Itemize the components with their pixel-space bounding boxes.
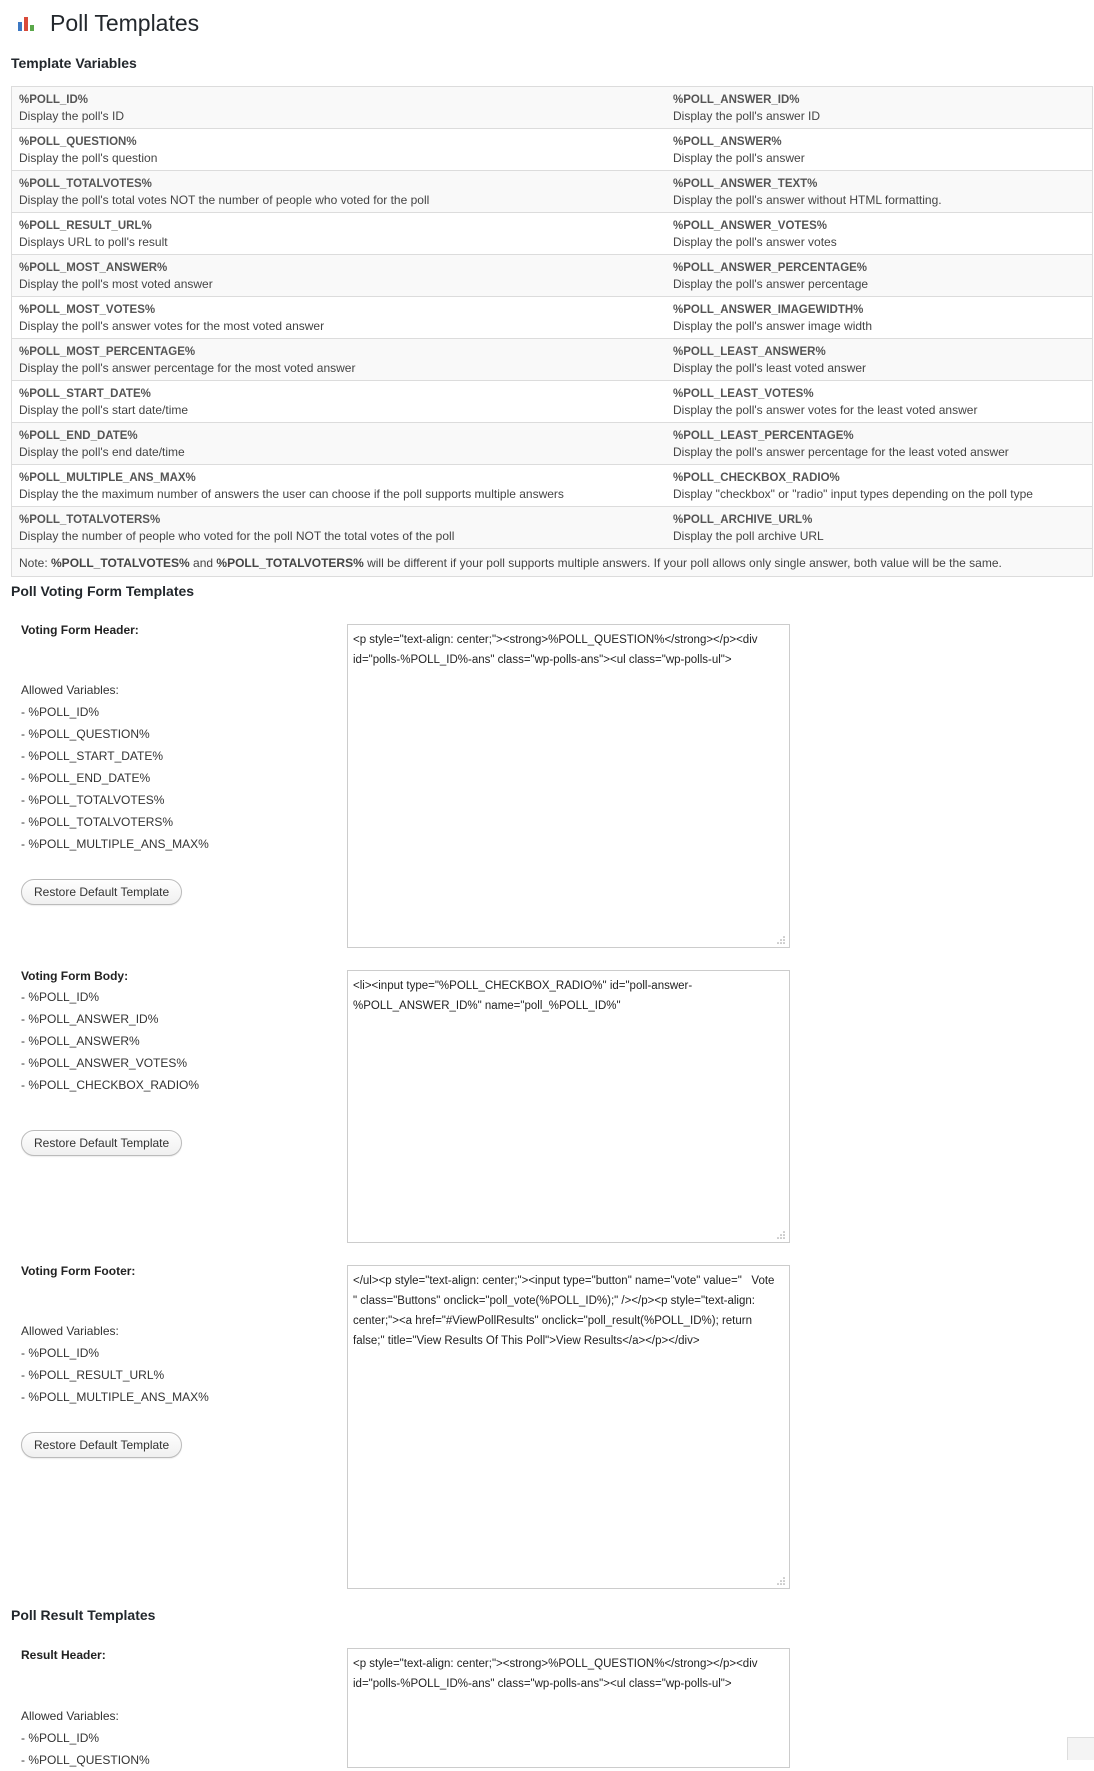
variable-description: Display the number of people who voted for the poll NOT the total votes of the poll [19, 529, 455, 543]
voting-footer-textarea[interactable] [347, 1265, 790, 1589]
variable-cell [12, 297, 667, 339]
variable-cell [666, 213, 1093, 255]
variable-cell [12, 171, 667, 213]
variable-description: Display the poll's answer [673, 151, 805, 165]
variable-cell [666, 255, 1093, 297]
allowed-variable: - %POLL_START_DATE% [21, 749, 164, 763]
variable-cell [12, 423, 667, 465]
variable-cell [12, 213, 667, 255]
voting-footer-template-text: </ul><p style="text-align: center;"><input type="button" name="vote" value=" Vote " class="Buttons" onclick="poll_vote(%POLL_ID%);" /></p><p style="text-align: center;"><a href="#ViewPollResults" onclick="poll_result(%POLL_ID%); return false;" title="View Results Of This Poll">View Results</a></p></div> [353, 1275, 785, 1347]
variable-row [12, 297, 1093, 339]
allowed-variable: - %POLL_ID% [21, 1346, 100, 1360]
restore-default-voting-body-button[interactable]: Restore Default Template [21, 1130, 182, 1156]
variable-description: Display the poll's least voted answer [673, 361, 867, 375]
variable-name: %POLL_MULTIPLE_ANS_MAX% [19, 472, 196, 484]
variable-name: %POLL_RESULT_URL% [19, 220, 152, 232]
restore-default-voting-header-button[interactable]: Restore Default Template [21, 879, 182, 905]
page-header [18, 8, 199, 38]
variable-row [12, 465, 1093, 507]
variable-row [12, 423, 1093, 465]
variable-name: %POLL_MOST_PERCENTAGE% [19, 346, 196, 358]
variable-row [12, 339, 1093, 381]
variable-name: %POLL_ANSWER_IMAGEWIDTH% [673, 304, 864, 316]
voting-header-textarea[interactable] [347, 624, 790, 948]
variable-name: %POLL_MOST_ANSWER% [19, 262, 168, 274]
restore-default-voting-footer-button[interactable]: Restore Default Template [21, 1432, 182, 1458]
allowed-variable: - %POLL_TOTALVOTES% [21, 793, 165, 807]
note-variable: %POLL_TOTALVOTERS% [216, 556, 364, 570]
variable-description: Displays URL to poll's result [19, 235, 168, 249]
variable-cell [12, 255, 667, 297]
allowed-variable: - %POLL_ANSWER_VOTES% [21, 1056, 188, 1070]
note-fragment: Note: [19, 556, 52, 570]
allowed-variable: - %POLL_ID% [21, 1731, 100, 1745]
result-header-template-text: <p style="text-align: center;"><strong>%POLL_QUESTION%</strong></p><div id="polls-%POLL_ID%-ans" class="wp-polls-ans"><ul class="wp-polls-ul"> [353, 1658, 758, 1690]
variable-description: Display the poll's most voted answer [19, 277, 213, 291]
variable-description: Display the poll's answer percentage [673, 277, 869, 291]
note-fragment: will be different if your poll supports multiple answers. If your poll allows only single answer, both value will be the same. [363, 556, 1002, 570]
variable-name: %POLL_LEAST_VOTES% [673, 388, 814, 400]
allowed-variable: - %POLL_TOTALVOTERS% [21, 815, 174, 829]
variable-description: Display the poll's end date/time [19, 445, 185, 459]
note-text [12, 549, 1093, 577]
scroll-corner-icon[interactable] [1067, 1737, 1094, 1760]
variable-description: Display the poll's answer image width [673, 319, 873, 333]
variable-name: %POLL_TOTALVOTERS% [19, 514, 161, 526]
variable-row [12, 171, 1093, 213]
variable-cell [666, 87, 1093, 129]
variable-name: %POLL_MOST_VOTES% [19, 304, 156, 316]
result-header-textarea[interactable] [347, 1648, 790, 1768]
voting-footer-label: Voting Form Footer: [21, 1264, 136, 1278]
variable-description: Display the poll's question [19, 151, 158, 165]
variable-description: Display the poll's answer votes for the least voted answer [673, 403, 978, 417]
variable-cell [666, 339, 1093, 381]
allowed-variables-label: Allowed Variables: [21, 683, 119, 697]
resize-grip-icon[interactable] [776, 1576, 785, 1585]
allowed-variable: - %POLL_ID% [21, 990, 100, 1004]
variable-row [12, 255, 1093, 297]
variable-name: %POLL_LEAST_ANSWER% [673, 346, 826, 358]
variable-description: Display the poll archive URL [673, 529, 824, 543]
allowed-variable: - %POLL_MULTIPLE_ANS_MAX% [21, 1390, 209, 1404]
variable-cell [666, 129, 1093, 171]
variable-cell [666, 297, 1093, 339]
variable-description: Display the poll's answer percentage for the least voted answer [673, 445, 1009, 459]
variable-cell [12, 87, 667, 129]
variable-row [12, 213, 1093, 255]
variable-name: %POLL_ANSWER% [673, 136, 782, 148]
variable-row [12, 87, 1093, 129]
note-row [12, 549, 1093, 577]
section-poll-result-templates: Poll Result Templates [11, 1607, 156, 1623]
variable-row [12, 129, 1093, 171]
poll-chart-icon [18, 15, 36, 31]
voting-body-allowed-variables [21, 990, 200, 1108]
result-header-label: Result Header: [21, 1648, 106, 1662]
voting-header-template-text: <p style="text-align: center;"><strong>%POLL_QUESTION%</strong></p><div id="polls-%POLL_ID%-ans" class="wp-polls-ans"><ul class="wp-polls-ul"> [353, 634, 758, 666]
variable-description: Display the poll's answer without HTML formatting. [673, 193, 942, 207]
variable-description: Display the the maximum number of answers the user can choose if the poll supports multiple answers [19, 487, 564, 501]
section-template-variables: Template Variables [11, 55, 137, 71]
variable-description: Display the poll's answer ID [673, 109, 821, 123]
variable-cell [12, 381, 667, 423]
variable-row [12, 507, 1093, 549]
result-header-allowed-variables [21, 1705, 150, 1767]
variable-cell [666, 423, 1093, 465]
variable-cell [666, 171, 1093, 213]
variable-cell [12, 465, 667, 507]
variable-name: %POLL_ID% [19, 94, 89, 106]
allowed-variable: - %POLL_QUESTION% [21, 1753, 150, 1767]
variable-description: Display the poll's answer percentage for the most voted answer [19, 361, 356, 375]
allowed-variable: - %POLL_QUESTION% [21, 727, 150, 741]
variable-description: Display the poll's answer votes [673, 235, 837, 249]
allowed-variable: - %POLL_MULTIPLE_ANS_MAX% [21, 837, 209, 851]
voting-header-allowed-variables [21, 679, 209, 855]
template-variables-table [11, 86, 1093, 577]
variable-description: Display the poll's start date/time [19, 403, 189, 417]
variable-description: Display the poll's total votes NOT the number of people who voted for the poll [19, 193, 430, 207]
allowed-variable: - %POLL_ANSWER% [21, 1034, 140, 1048]
note-fragment: and [189, 556, 217, 570]
page-title: Poll Templates [50, 9, 200, 36]
allowed-variables-label: Allowed Variables: [21, 1324, 119, 1338]
section-voting-form-templates: Poll Voting Form Templates [11, 583, 195, 599]
variable-name: %POLL_ANSWER_VOTES% [673, 220, 827, 232]
voting-footer-allowed-variables [21, 1320, 209, 1408]
resize-grip-icon[interactable] [776, 935, 785, 944]
variable-description: Display the poll's ID [19, 109, 124, 123]
variable-name: %POLL_TOTALVOTES% [19, 178, 152, 190]
voting-body-template-text: <li><input type="%POLL_CHECKBOX_RADIO%" id="poll-answer-%POLL_ANSWER_ID%" name="poll_%POLL_ID%" [353, 980, 693, 1012]
variable-name: %POLL_ANSWER_TEXT% [673, 178, 818, 190]
variable-cell [12, 339, 667, 381]
voting-header-label: Voting Form Header: [21, 623, 139, 637]
variable-name: %POLL_QUESTION% [19, 136, 137, 148]
allowed-variable: - %POLL_RESULT_URL% [21, 1368, 165, 1382]
variable-name: %POLL_ARCHIVE_URL% [673, 514, 813, 526]
voting-body-label: Voting Form Body: [21, 969, 129, 983]
allowed-variable: - %POLL_CHECKBOX_RADIO% [21, 1078, 200, 1092]
note-variable: %POLL_TOTALVOTES% [51, 556, 190, 570]
variable-cell [12, 507, 667, 549]
allowed-variable: - %POLL_ID% [21, 705, 100, 719]
variable-name: %POLL_ANSWER_ID% [673, 94, 800, 106]
variable-row [12, 381, 1093, 423]
variable-cell [12, 129, 667, 171]
variable-description: Display "checkbox" or "radio" input types depending on the poll type [673, 487, 1033, 501]
variable-description: Display the poll's answer votes for the most voted answer [19, 319, 325, 333]
variable-cell [666, 507, 1093, 549]
variable-cell [666, 465, 1093, 507]
variable-name: %POLL_ANSWER_PERCENTAGE% [673, 262, 868, 274]
variable-cell [666, 381, 1093, 423]
variable-name: %POLL_LEAST_PERCENTAGE% [673, 430, 854, 442]
allowed-variable: - %POLL_END_DATE% [21, 771, 151, 785]
voting-body-textarea[interactable] [347, 970, 790, 1243]
allowed-variables-label: Allowed Variables: [21, 1709, 119, 1723]
variable-name: %POLL_END_DATE% [19, 430, 138, 442]
allowed-variable: - %POLL_ANSWER_ID% [21, 1012, 159, 1026]
variable-name: %POLL_CHECKBOX_RADIO% [673, 472, 840, 484]
resize-grip-icon[interactable] [776, 1230, 785, 1239]
variable-name: %POLL_START_DATE% [19, 388, 151, 400]
